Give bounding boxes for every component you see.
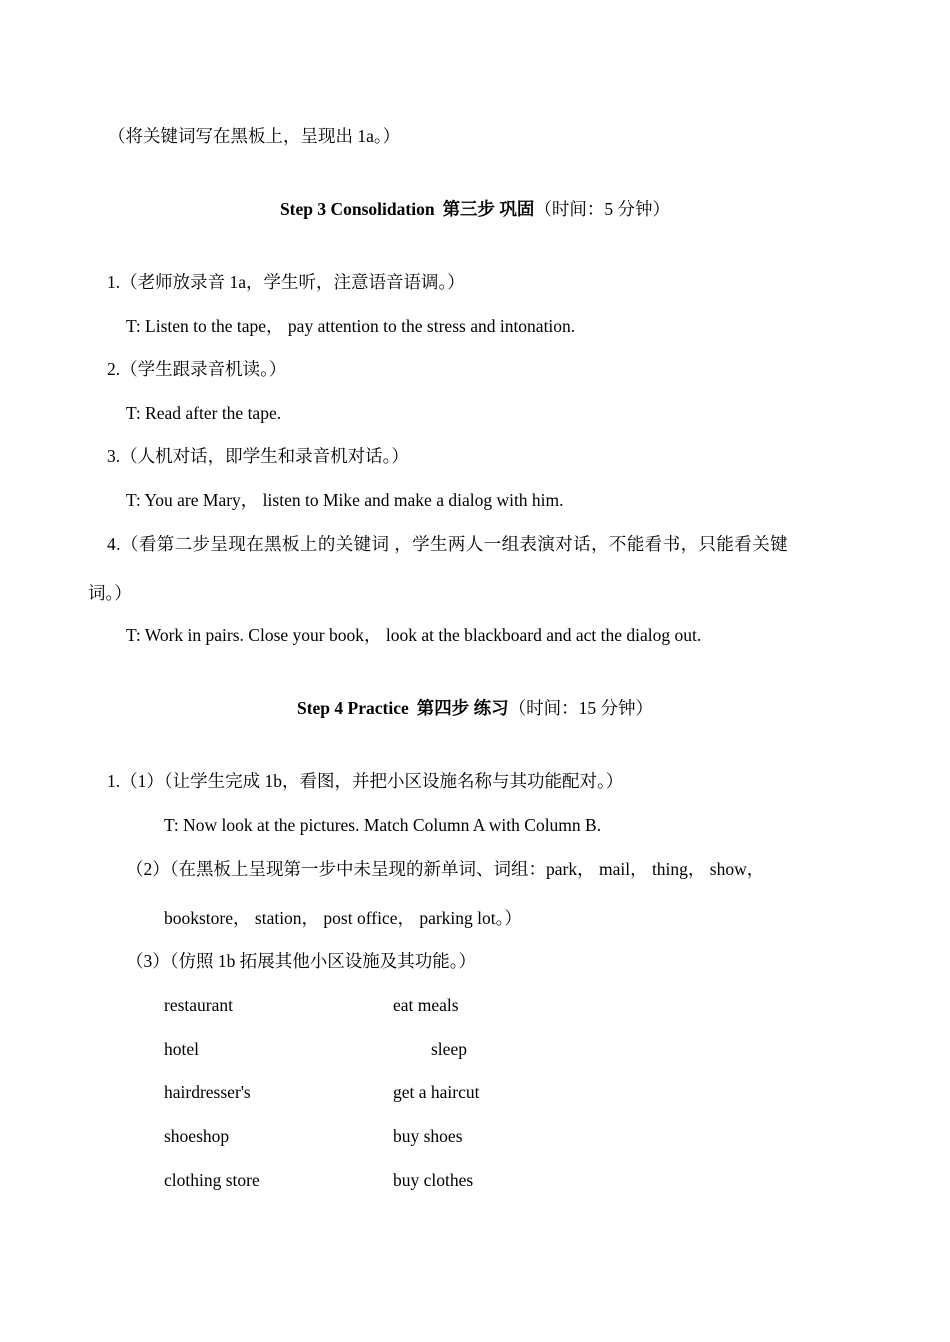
step4-heading	[0, 700, 950, 718]
pair-place: hairdresser's	[164, 1082, 251, 1102]
step4-item3-instruction: （3）（仿照 1b 拓展其他小区设施及其功能。）	[126, 951, 476, 971]
step4-heading-en: Step 4 Practice	[296, 698, 409, 718]
step3-item4-instruction-cont: 词。）	[88, 583, 132, 603]
step3-item3-teacher: T: You are Mary， listen to Mike and make a dialog with him.	[126, 490, 564, 510]
pair-place: clothing store	[164, 1170, 260, 1190]
pair-place: hotel	[164, 1039, 199, 1059]
step3-item4-instruction: 4.（看第二步呈现在黑板上的关键词 ，学生两人一组表演对话，不能看书，只能看关键	[107, 534, 788, 554]
step3-item1-teacher: T: Listen to the tape， pay attention to the stress and intonation.	[126, 316, 576, 336]
pair-function: eat meals	[393, 995, 459, 1015]
pair-function: get a haircut	[393, 1082, 480, 1102]
step3-item4-teacher: T: Work in pairs. Close your book， look at the blackboard and act the dialog out.	[126, 625, 702, 645]
step3-item2-teacher: T: Read after the tape.	[126, 403, 282, 423]
step3-heading-en: Step 3 Consolidation	[279, 199, 435, 219]
pair-function: sleep	[431, 1039, 467, 1059]
step4-item1-instruction: 1.（1）（让学生完成 1b，看图，并把小区设施名称与其功能配对。）	[107, 771, 624, 791]
step3-item2-instruction: 2.（学生跟录音机读。）	[107, 359, 287, 379]
step4-heading-time: （时间：15 分钟）	[508, 698, 653, 718]
step4-item1-teacher: T: Now look at the pictures. Match Column A with Column B.	[164, 815, 602, 835]
intro-note: （将关键词写在黑板上，呈现出 1a。）	[108, 126, 401, 146]
step3-item1-instruction: 1.（老师放录音 1a，学生听，注意语音语调。）	[107, 272, 465, 292]
step3-item3-instruction: 3.（人机对话，即学生和录音机对话。）	[107, 446, 409, 466]
step4-heading-zh: 第四步 练习	[416, 698, 509, 718]
step4-item2-line2: bookstore， station， post office， parking lot。）	[164, 908, 522, 928]
pair-function: buy shoes	[393, 1126, 463, 1146]
step3-heading-time: （时间：5 分钟）	[534, 199, 671, 219]
pair-place: shoeshop	[164, 1126, 230, 1146]
step3-heading-zh: 第三步 巩固	[442, 199, 535, 219]
pair-place: restaurant	[164, 995, 233, 1015]
pair-function: buy clothes	[393, 1170, 474, 1190]
step4-item2-line1: （2）（在黑板上呈现第一步中未呈现的新单词、词组：park， mail， thing， show，	[126, 859, 765, 879]
step3-heading	[0, 201, 950, 219]
